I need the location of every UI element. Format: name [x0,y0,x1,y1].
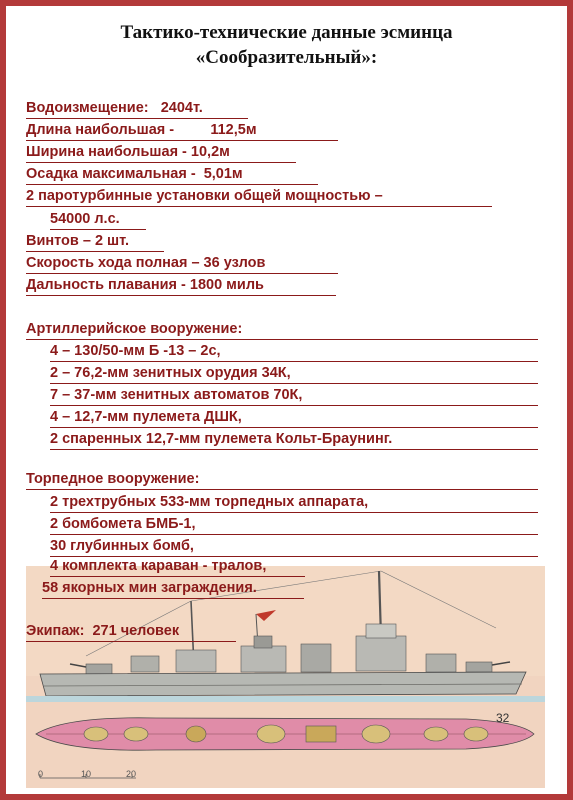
torpedo-item: 58 якорных мин заграждения. [42,580,304,599]
crew: Экипаж: 271 человек [26,623,236,642]
page-title [6,20,567,70]
hull-number: 32 [496,711,510,725]
artillery-heading: Артиллерийское вооружение: [26,321,538,340]
torpedo-item: 30 глубинных бомб, [50,538,538,557]
artillery-item: 2 спаренных 12,7-мм пулемета Кольт-Браунинг. [50,431,538,450]
spec-range: Дальность плавания - 1800 миль [26,277,336,296]
spec-screws: Винтов – 2 шт. [26,233,164,252]
ship-illustration [26,566,545,788]
artillery-item: 4 – 12,7-мм пулемета ДШК, [50,409,538,428]
spec-displacement: Водоизмещение: 2404т. [26,100,248,119]
spec-draft: Осадка максимальная - 5,01м [26,166,318,185]
destroyer-drawing [26,566,545,788]
artillery-item: 2 – 76,2-мм зенитных орудия 34К, [50,365,538,384]
torpedo-item: 4 комплекта караван - тралов, [50,558,305,577]
spec-turbines: 2 паротурбинные установки общей мощностью – [26,188,492,207]
artillery-item: 7 – 37-мм зенитных автоматов 70К, [50,387,538,406]
spec-length: Длина наибольшая - 112,5м [26,122,338,141]
torpedo-item: 2 бомбомета БМБ-1, [50,516,538,535]
scale-label: 0 [38,769,44,779]
scale-label: 10 [81,769,92,779]
spec-speed: Скорость хода полная – 36 узлов [26,255,338,274]
title-line-1: Тактико-технические данные эсминца [120,22,453,43]
spec-turbines-power: 54000 л.с. [50,211,146,230]
spec-width: Ширина наибольшая - 10,2м [26,144,296,163]
torpedo-item: 2 трехтрубных 533-мм торпедных аппарата, [50,494,538,513]
scale-label: 20 [126,769,137,779]
artillery-item: 4 – 130/50-мм Б -13 – 2с, [50,343,538,362]
torpedo-heading: Торпедное вооружение: [26,471,538,490]
title-line-2: «Сообразительный»: [195,47,378,68]
